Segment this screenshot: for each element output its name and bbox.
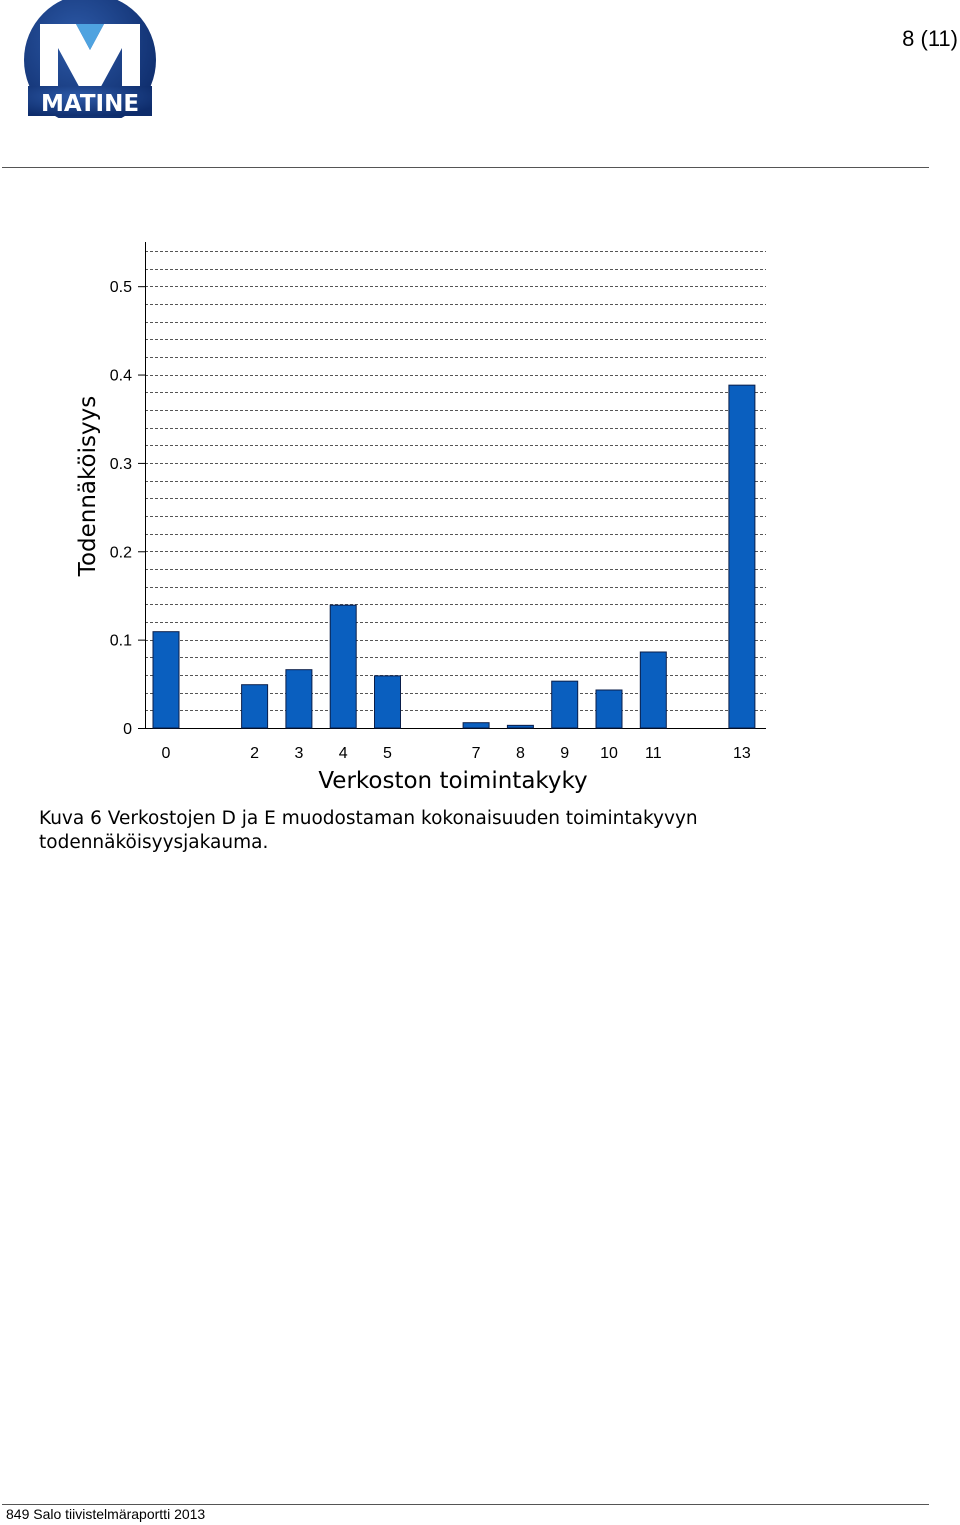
bar-chart: [60, 232, 780, 802]
x-axis-label: Verkoston toimintakyky: [318, 768, 588, 794]
x-tick-label: 4: [338, 745, 348, 762]
y-tick-label: 0: [123, 721, 132, 738]
y-tick-label: 0.1: [109, 632, 132, 650]
bar-3: [286, 670, 312, 728]
x-tick-label: 0: [161, 745, 171, 762]
y-tick-label: 0.3: [109, 455, 132, 473]
bar-9: [552, 681, 578, 728]
page-number: 8 (11): [902, 26, 958, 51]
x-tick-label: 5: [383, 745, 392, 762]
bar-10: [596, 690, 622, 728]
bar-11: [640, 652, 666, 728]
chart-axes: [145, 242, 766, 729]
matine-logo: [18, 0, 162, 118]
bar-4: [330, 605, 356, 728]
x-tick-label: 10: [600, 745, 618, 762]
y-tick-label: 0.2: [109, 544, 132, 562]
x-tick-label: 7: [471, 745, 481, 762]
chart-canvas: [60, 232, 780, 802]
chart-bars: [153, 385, 755, 728]
chart-grid: [145, 252, 766, 711]
y-tick-label: 0.5: [109, 279, 132, 297]
y-tick-label: 0.4: [109, 367, 132, 385]
logo-text: MATINE: [40, 91, 140, 117]
x-tick-label: 11: [644, 745, 662, 762]
figure-caption: [39, 807, 919, 855]
footer-text: 849 Salo tiivistelmäraportti 2013: [6, 1506, 206, 1522]
bar-7: [463, 723, 489, 728]
footer-divider: [2, 1504, 929, 1505]
y-axis-label: Todennäköisyys: [75, 395, 101, 577]
x-tick-label: 13: [733, 745, 751, 762]
header-divider: [2, 167, 929, 168]
bar-0: [153, 632, 179, 728]
x-tick-label: 3: [294, 745, 304, 762]
bar-2: [242, 685, 268, 728]
bar-8: [507, 725, 533, 728]
x-tick-label: 8: [515, 745, 525, 762]
caption-line-1: Kuva 6 Verkostojen D ja E muodostaman kokonaisuuden toimintakyvyn: [39, 808, 698, 829]
x-tick-label: 2: [250, 745, 260, 762]
x-tick-label: 9: [560, 745, 570, 762]
bar-13: [729, 385, 755, 728]
caption-line-2: todennäköisyysjakauma.: [39, 832, 269, 853]
matine-logo-icon: [18, 0, 162, 118]
bar-5: [375, 676, 401, 728]
